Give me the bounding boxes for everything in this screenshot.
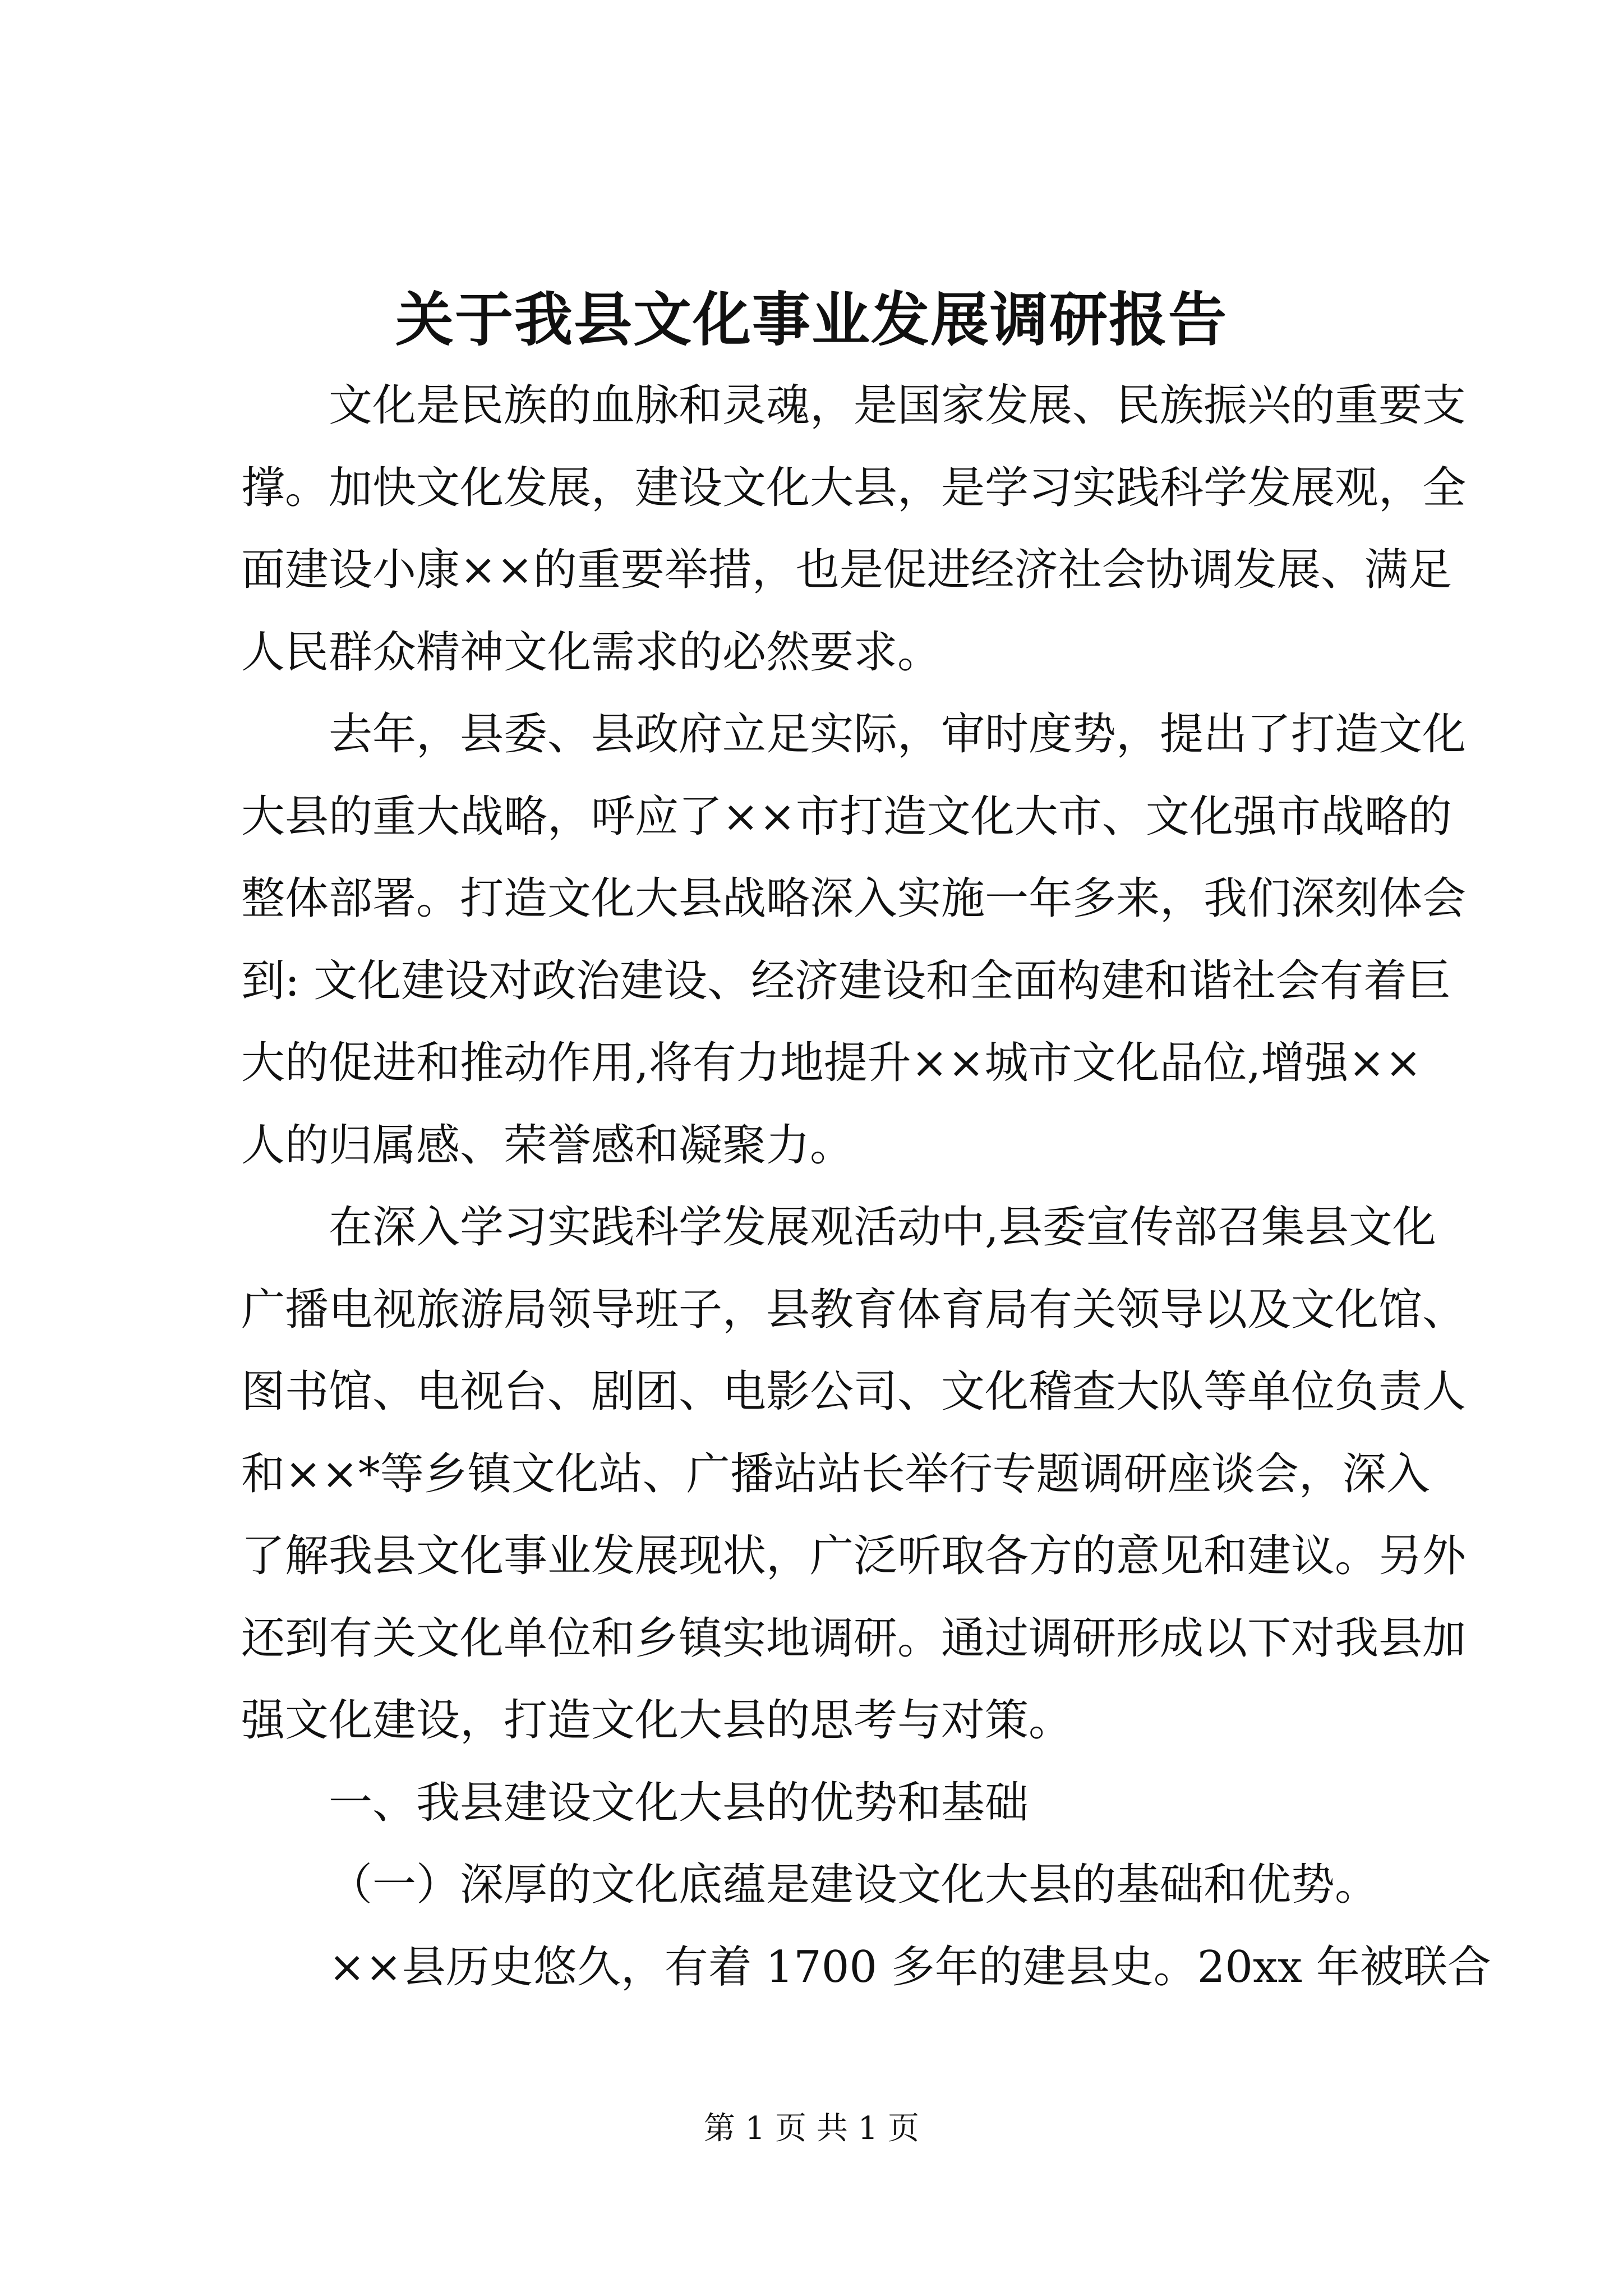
paragraph-line: 强文化建设，打造文化大县的思考与对策。: [241, 1695, 1073, 1746]
paragraph-line: 面建设小康××的重要举措，也是促进经济社会协调发展、满足: [241, 545, 1452, 595]
document-body: [241, 365, 1491, 2008]
paragraph-line: ××县历史悠久，有着 1700 多年的建县史。20xx 年被联合: [329, 1941, 1491, 1993]
paragraph-line: 撑。加快文化发展，建设文化大县，是学习实践科学发展观，全: [241, 462, 1467, 513]
paragraph-line: 了解我县文化事业发展现状，广泛听取各方的意见和建议。另外: [241, 1531, 1467, 1581]
paragraph-line: 去年，县委、县政府立足实际，审时度势，提出了打造文化: [329, 709, 1467, 760]
paragraph-line: 文化是民族的血脉和灵魂，是国家发展、民族振兴的重要支: [329, 380, 1467, 431]
paragraph-line: 还到有关文化单位和乡镇实地调研。通过调研形成以下对我县加: [241, 1613, 1467, 1664]
paragraph-line: 人的归属感、荣誉感和凝聚力。: [241, 1120, 854, 1171]
paragraph-line: 大的促进和推动作用,将有力地提升××城市文化品位,增强××: [241, 1038, 1422, 1088]
paragraph-line: 大县的重大战略，呼应了××市打造文化大市、文化强市战略的: [241, 791, 1452, 842]
subsection-heading: （一）深厚的文化底蕴是建设文化大县的基础和优势。: [329, 1860, 1379, 1910]
paragraph-line: 整体部署。打造文化大县战略深入实施一年多来，我们深刻体会: [241, 873, 1467, 924]
paragraph-line: 在深入学习实践科学发展观活动中,县委宣传部召集县文化: [329, 1202, 1436, 1253]
paragraph-line: 广播电视旅游局领导班子，县教育体育局有关领导以及文化馆、: [241, 1284, 1467, 1335]
paragraph-line: 图书馆、电视台、剧团、电影公司、文化稽查大队等单位负责人: [241, 1366, 1467, 1417]
paragraph-line: 人民群众精神文化需求的必然要求。: [241, 627, 942, 678]
paragraph-line: 和××*等乡镇文化站、广播站站长举行专题调研座谈会，深入: [241, 1448, 1430, 1499]
document-title: 关于我县文化事业发展调研报告: [395, 285, 1228, 354]
page-footer: 第 1 页 共 1 页: [703, 2110, 920, 2147]
paragraph-line: 到: 文化建设对政治建设、经济建设和全面构建和谐社会有着巨: [241, 955, 1451, 1006]
section-heading: 一、我县建设文化大县的优势和基础: [329, 1777, 1029, 1828]
